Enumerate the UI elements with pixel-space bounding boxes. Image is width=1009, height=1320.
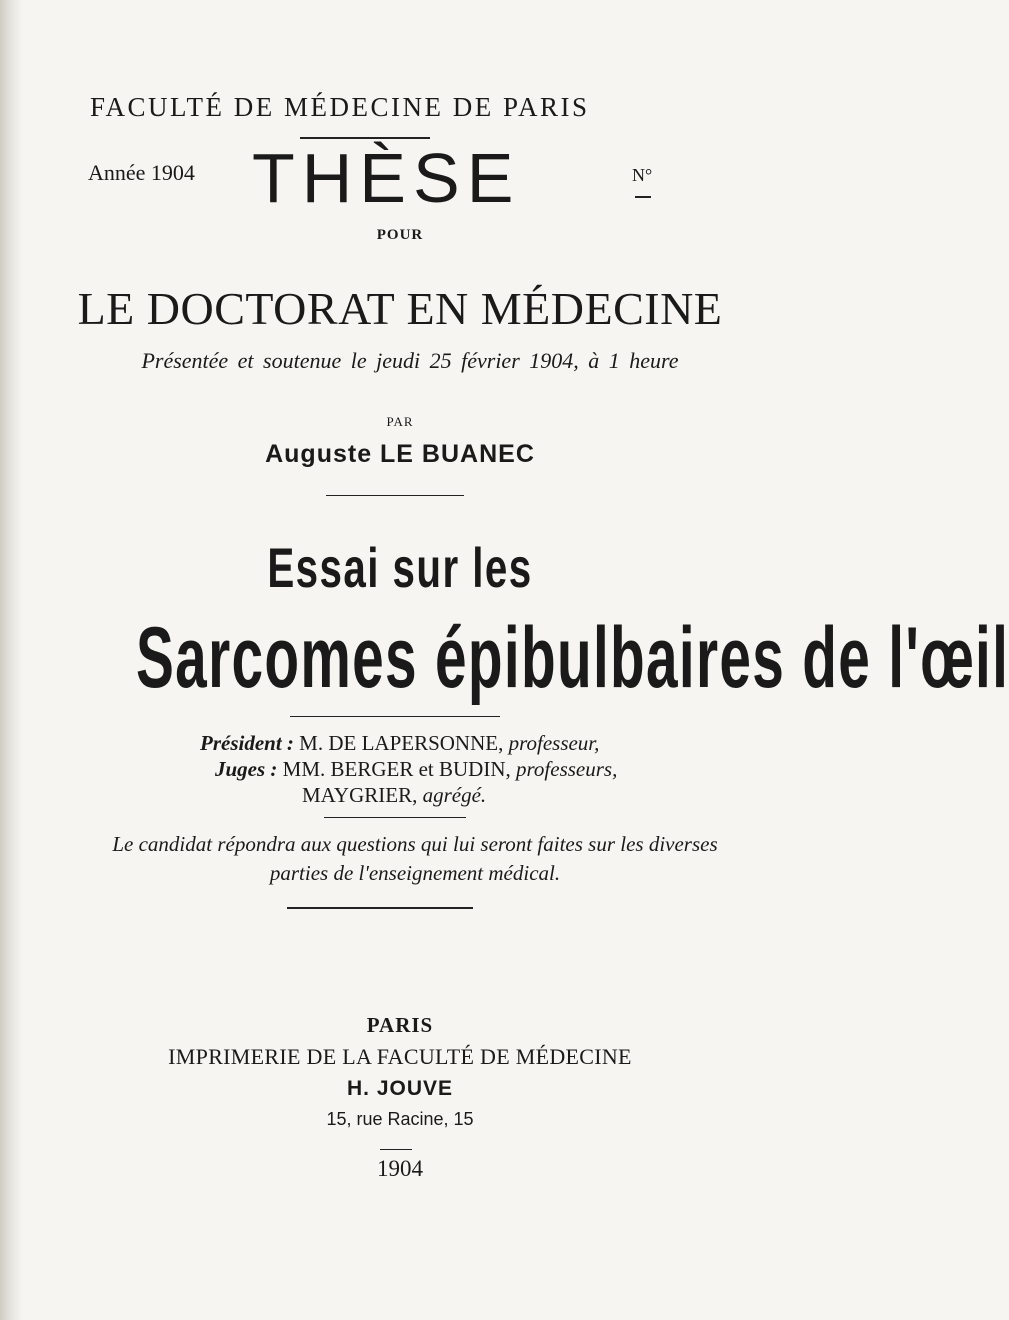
president-label: Président : (200, 731, 294, 755)
divider (326, 495, 464, 496)
pour-label: POUR (376, 227, 424, 243)
agrege-title: agrégé. (422, 783, 487, 807)
president-title: professeur, (508, 731, 600, 755)
imprint-printer: IMPRIMERIE DE LA FACULTÉ DE MÉDECINE (168, 1044, 632, 1069)
juges-names: MM. BERGER et BUDIN, (282, 757, 511, 781)
candidat-line-2: parties de l'enseignement médical. (269, 861, 561, 885)
these-heading: THÈSE (252, 139, 521, 217)
jury-president (200, 730, 760, 756)
imprint-address: 15, rue Racine, 15 (326, 1109, 474, 1129)
faculty-heading: FACULTÉ DE MÉDECINE DE PARIS (90, 92, 590, 122)
year-label: Année 1904 (88, 160, 195, 185)
number-label: N° (632, 165, 653, 185)
divider (290, 716, 500, 717)
agrege-name: MAYGRIER, (302, 783, 418, 807)
thesis-title-line-1: Essai sur les (267, 536, 533, 599)
candidat-line-1: Le candidat répondra aux questions qui lui seront faites sur les diverses (112, 832, 718, 856)
jury-block (200, 730, 760, 808)
divider (324, 817, 466, 818)
author-name: Auguste LE BUANEC (265, 440, 535, 468)
juges-label: Juges : (215, 757, 278, 781)
doctorat-heading: LE DOCTORAT EN MÉDECINE (77, 283, 723, 334)
imprint-name: H. JOUVE (346, 1077, 454, 1100)
divider (287, 907, 473, 909)
par-label: PAR (386, 414, 414, 429)
imprint-year: 1904 (377, 1156, 423, 1181)
number-blank (635, 196, 651, 198)
divider (380, 1149, 412, 1150)
thesis-title-line-2: Sarcomes épibulbaires de l'œil (136, 610, 1009, 706)
jury-agrege (200, 782, 760, 808)
candidat-notice (40, 830, 790, 888)
imprint-city: PARIS (366, 1013, 434, 1037)
juges-title: professeurs, (516, 757, 618, 781)
jury-juges (200, 756, 760, 782)
president-name: M. DE LAPERSONNE, (299, 731, 504, 755)
defense-date-line: Présentée et soutenue le jeudi 25 février 1904, à 1 heure (141, 348, 679, 373)
